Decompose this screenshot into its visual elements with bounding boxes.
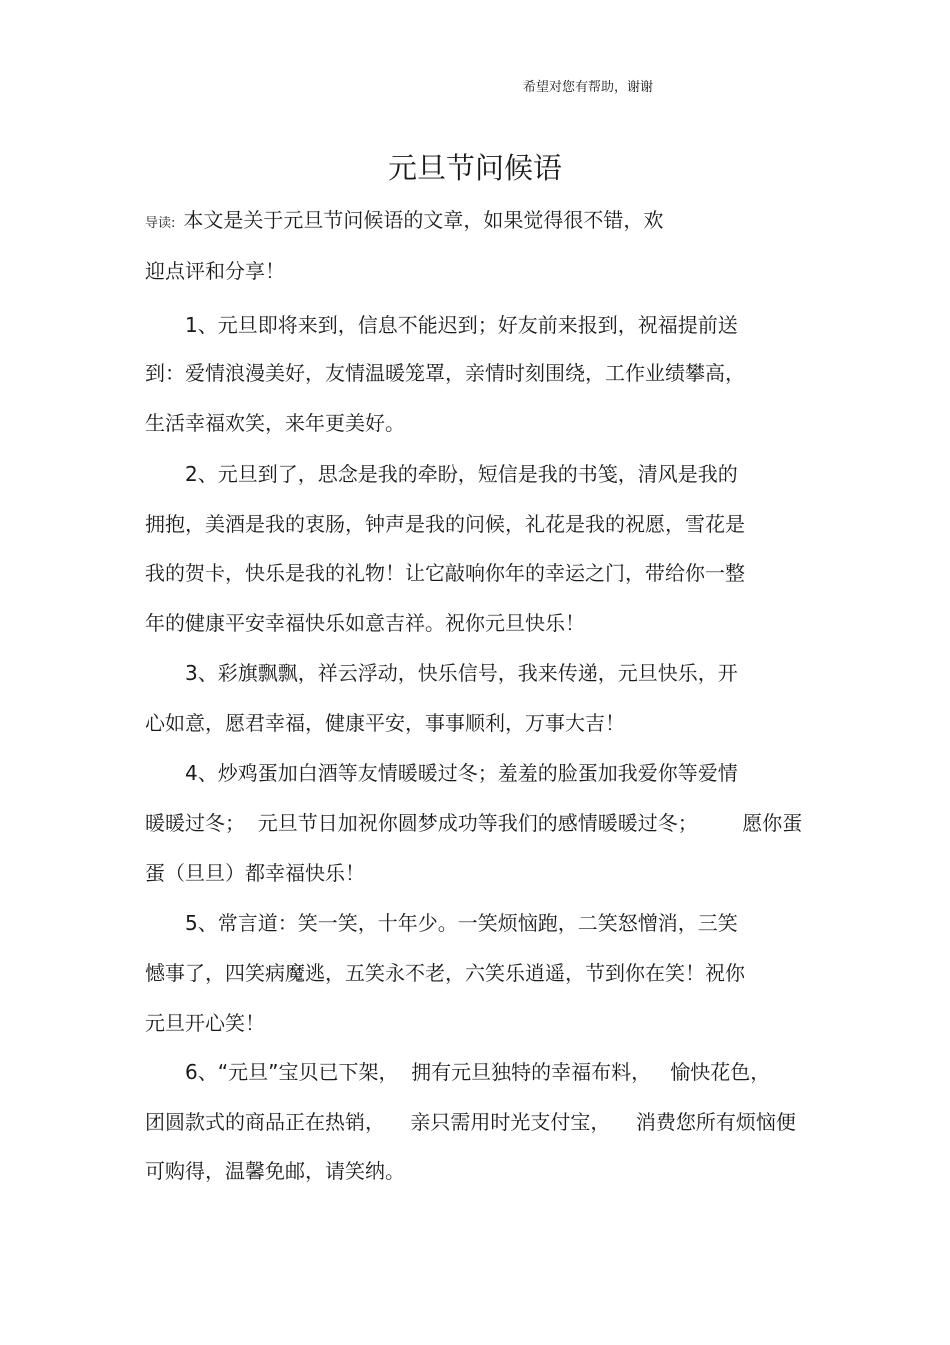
paragraph-text: 5、常言道：笑一笑，十年少。一笑烦恼跑，二笑怒憎消，三笑 bbox=[185, 911, 738, 935]
intro-line-1 bbox=[145, 204, 663, 233]
paragraph-text: 4、炒鸡蛋加白酒等友情暖暖过冬；羞羞的脸蛋加我爱你等爱情 bbox=[185, 761, 738, 785]
paragraph-text: 6、“元旦”宝贝已下架， 拥有元旦独特的幸福布料， 愉快花色， bbox=[185, 1060, 771, 1084]
paragraph-text: 2、元旦到了，思念是我的牵盼，短信是我的书笺，清风是我的 bbox=[185, 462, 738, 486]
paragraph-line: 拥抱，美酒是我的衷肠，钟声是我的问候，礼花是我的祝愿，雪花是 bbox=[145, 512, 745, 536]
paragraph-line bbox=[145, 458, 738, 487]
intro-label: 导读: bbox=[145, 216, 176, 231]
paragraph-line bbox=[145, 757, 738, 786]
paragraph-text: 1、元旦即将来到，信息不能迟到；好友前来报到，祝福提前送 bbox=[185, 313, 738, 337]
paragraph-line bbox=[145, 657, 738, 686]
paragraph-text: 3、彩旗飘飘，祥云浮动，快乐信号，我来传递，元旦快乐，开 bbox=[185, 661, 738, 685]
paragraph-line: 团圆款式的商品正在热销， 亲只需用时光支付宝， 消费您所有烦恼便 bbox=[145, 1110, 796, 1134]
paragraph-line: 年的健康平安幸福快乐如意吉祥。祝你元旦快乐！ bbox=[145, 611, 585, 635]
intro-text-1: 本文是关于元旦节问候语的文章，如果觉得很不错，欢 bbox=[183, 208, 664, 232]
paragraph-line: 可购得，温馨免邮，请笑纳。 bbox=[145, 1159, 405, 1183]
paragraph-line: 蛋（旦旦）都幸福快乐！ bbox=[145, 861, 365, 885]
paragraph-line: 到：爱情浪漫美好，友情温暖笼罩，亲情时刻围绕，工作业绩攀高， bbox=[145, 361, 745, 385]
document-title: 元旦节问候语 bbox=[387, 151, 562, 185]
paragraph-line: 我的贺卡，快乐是我的礼物！让它敲响你年的幸运之门，带给你一整 bbox=[145, 561, 745, 585]
header-note: 希望对您有帮助，谢谢 bbox=[523, 80, 654, 95]
paragraph-line bbox=[145, 907, 738, 936]
paragraph-line bbox=[145, 1056, 770, 1085]
paragraph-line: 暖暖过冬； 元旦节日加祝你圆梦成功等我们的感情暖暖过冬； 愿你蛋 bbox=[145, 811, 803, 835]
paragraph-line: 憾事了，四笑病魔逃，五笑永不老，六笑乐逍遥，节到你在笑！祝你 bbox=[145, 961, 745, 985]
paragraph-line: 生活幸福欢笑，来年更美好。 bbox=[145, 411, 405, 435]
paragraph-line: 元旦开心笑！ bbox=[145, 1011, 265, 1035]
paragraph-line bbox=[145, 309, 738, 338]
paragraph-line: 心如意，愿君幸福，健康平安，事事顺利，万事大吉！ bbox=[145, 711, 625, 735]
intro-line-2: 迎点评和分享！ bbox=[145, 259, 285, 283]
